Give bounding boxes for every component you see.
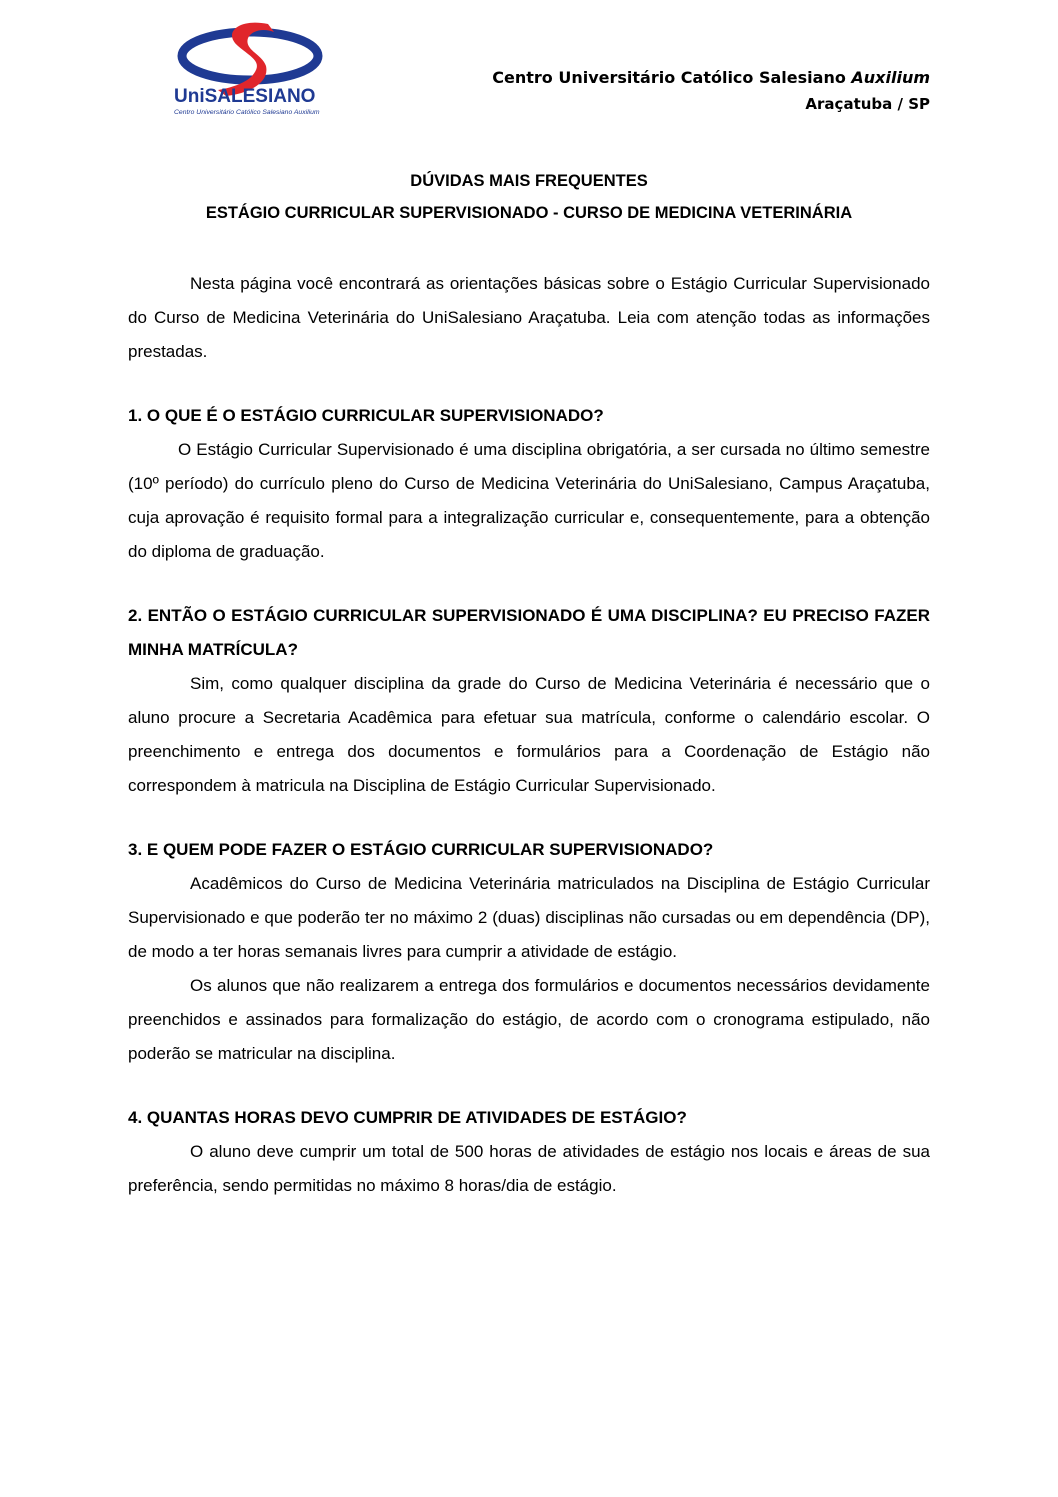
section-4-paragraph: O aluno deve cumprir um total de 500 horas de atividades de estágio nos locais e áreas de sua preferência, sendo permitidas no máximo 8 horas/dia de estágio. bbox=[128, 1142, 930, 1195]
section-heading-1: 1. O QUE É O ESTÁGIO CURRICULAR SUPERVISIONADO? bbox=[128, 406, 604, 425]
institution-name-italic: Auxilium bbox=[851, 68, 930, 87]
document-body bbox=[128, 267, 930, 1203]
logo-ring bbox=[182, 32, 318, 80]
section-3-paragraph-1: Acadêmicos do Curso de Medicina Veterinária matriculados na Disciplina de Estágio Curricular Supervisionado e que poderão ter no máximo 2 (duas) disciplinas não cursadas ou em dependência (DP), de modo a ter horas semanais livres para cumprir a atividade de estágio. bbox=[128, 874, 930, 961]
institution-location: Araçatuba / SP bbox=[805, 95, 930, 113]
section-1-paragraph: O Estágio Curricular Supervisionado é uma disciplina obrigatória, a ser cursada no último semestre (10º período) do currículo pleno do Curso de Medicina Veterinária do UniSalesiano, Campus Araçatuba, cuja aprovação é requisito formal para a integralização curricular e, consequentemente, para a obtenção do diploma de graduação. bbox=[128, 440, 930, 561]
section-heading-4: 4. QUANTAS HORAS DEVO CUMPRIR DE ATIVIDADES DE ESTÁGIO? bbox=[128, 1108, 687, 1127]
intro-paragraph: Nesta página você encontrará as orientações básicas sobre o Estágio Curricular Supervisionado do Curso de Medicina Veterinária do UniSalesiano Araçatuba. Leia com atenção todas as informações prestadas. bbox=[128, 274, 930, 361]
section-heading-3: 3. E QUEM PODE FAZER O ESTÁGIO CURRICULAR SUPERVISIONADO? bbox=[128, 840, 714, 859]
unisalesiano-logo bbox=[160, 18, 342, 118]
section-3-paragraph-2: Os alunos que não realizarem a entrega dos formulários e documentos necessários devidamente preenchidos e assinados para formalização do estágio, de acordo com o cronograma estipulado, não poderão se matricular na disciplina. bbox=[128, 976, 930, 1063]
section-heading-2: 2. ENTÃO O ESTÁGIO CURRICULAR SUPERVISIONADO É UMA DISCIPLINA? EU PRECISO FAZER MINHA MATRÍCULA? bbox=[128, 606, 930, 659]
document-title: DÚVIDAS MAIS FREQUENTES bbox=[410, 172, 648, 190]
institution-name: Centro Universitário Católico Salesiano Auxilium bbox=[492, 68, 930, 87]
document-subtitle: ESTÁGIO CURRICULAR SUPERVISIONADO - CURSO DE MEDICINA VETERINÁRIA bbox=[205, 204, 853, 222]
institution-header bbox=[492, 64, 930, 118]
logo-text: UniSALESIANO bbox=[174, 86, 316, 107]
logo-subtext: Centro Universitário Católico Salesiano Auxilium bbox=[174, 109, 320, 116]
section-2-paragraph: Sim, como qualquer disciplina da grade do Curso de Medicina Veterinária é necessário que o aluno procure a Secretaria Acadêmica para efetuar sua matrícula, conforme o calendário escolar. O preenchimento e entrega dos documentos e formulários para a Coordenação de Estágio não correspondem à matricula na Disciplina de Estágio Curricular Supervisionado. bbox=[128, 674, 930, 795]
